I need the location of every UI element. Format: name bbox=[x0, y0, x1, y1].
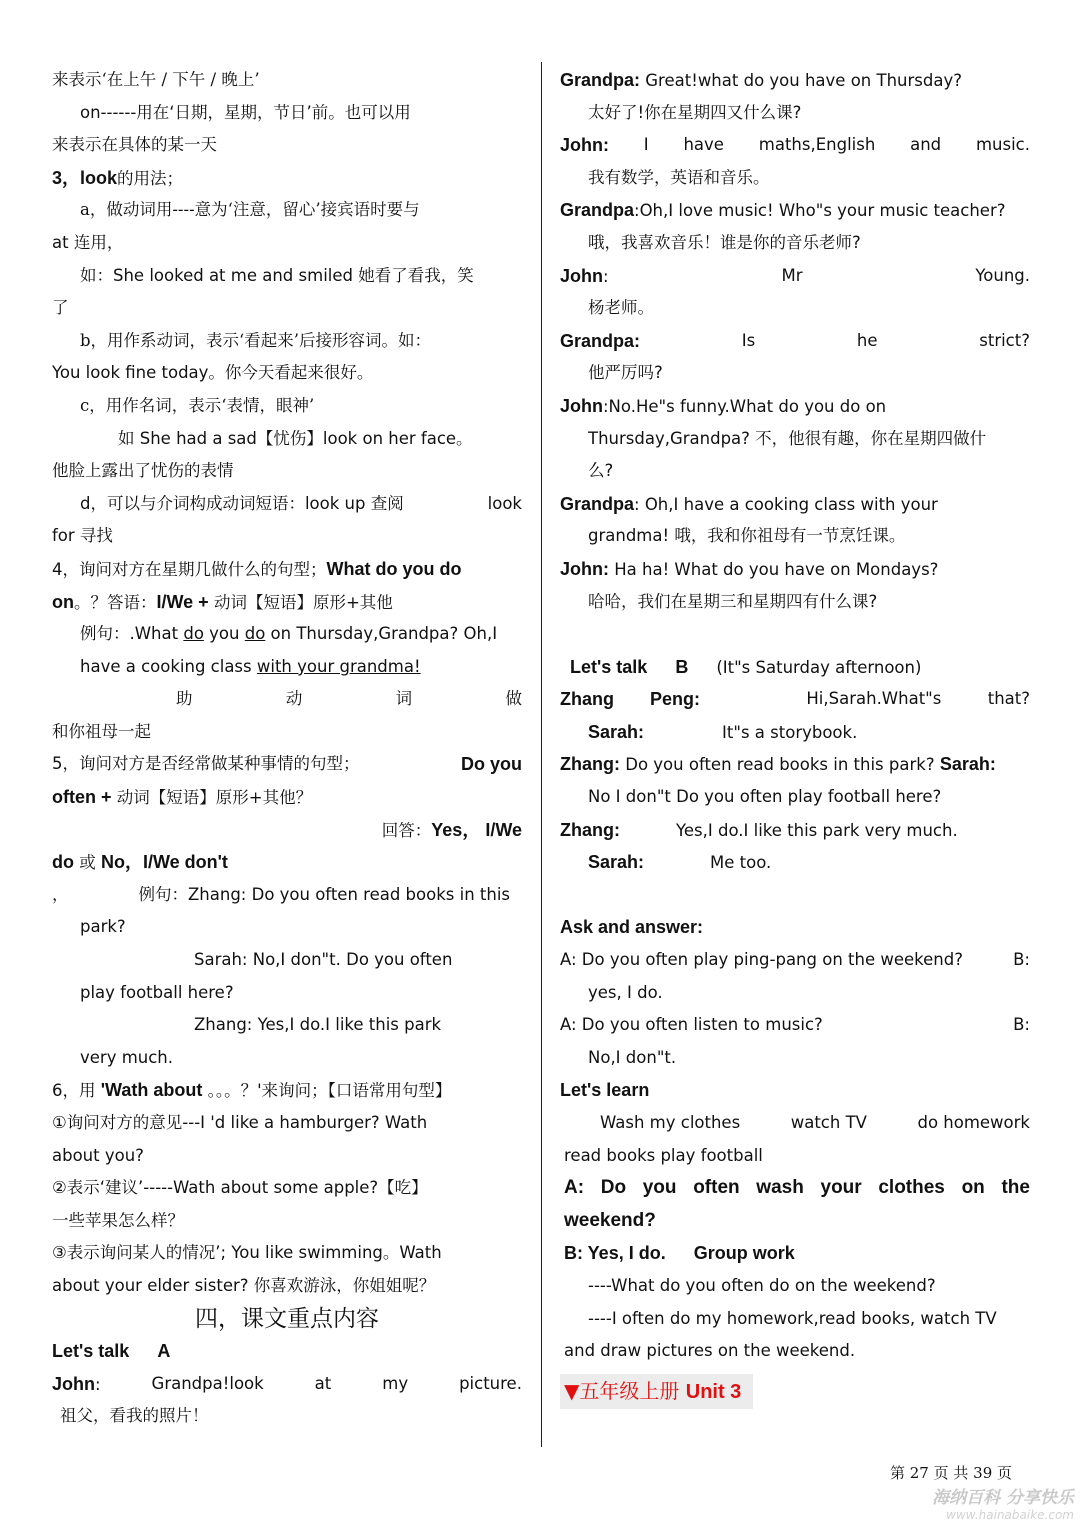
dialogue-line: John: Mr Young. bbox=[560, 265, 1030, 286]
dialogue-line: Zhang Peng: Hi,Sarah.What"s that? bbox=[560, 689, 1030, 710]
unit-tag-row bbox=[560, 1368, 1030, 1410]
dialogue-translation: 哈哈，我们在星期三和星期四有什么课? bbox=[588, 591, 878, 611]
text-line: on。？答语：I/We + 动词【短语】原形+其他 bbox=[52, 591, 393, 612]
example-line: Zhang: Yes,I do.I like this park bbox=[194, 1015, 442, 1035]
section-3-title: 3，look的用法； bbox=[52, 167, 184, 188]
qa-line: yes, I do. bbox=[588, 982, 663, 1002]
qa-line: A: Do you often play ping-pang on the weekend? B: bbox=[560, 950, 1030, 970]
dialogue-line: ----What do you often do on the weekend? bbox=[588, 1275, 936, 1295]
text-line: on------用在‘日期，星期，节日’前。也可以用 bbox=[80, 102, 411, 122]
dialogue-title: Let's talk A bbox=[52, 1341, 171, 1362]
example-line: play football here? bbox=[80, 982, 234, 1002]
sentence-line: weekend? bbox=[564, 1209, 656, 1231]
section-4-title: 4，询问对方在星期几做什么的句型；What do you do bbox=[52, 558, 462, 579]
dialogue-translation: 么? bbox=[588, 461, 614, 481]
text-line: 来表示在具体的某一天 bbox=[52, 135, 217, 155]
text-line: c，用作名词，表示‘表情，眼神’ bbox=[80, 395, 315, 415]
dialogue-line: Zhang: Yes,I do.I like this park very much. bbox=[560, 819, 958, 840]
text-line: about you? bbox=[52, 1145, 144, 1165]
lets-learn-title: Let's learn bbox=[560, 1080, 650, 1101]
dialogue-line: Sarah: Me too. bbox=[588, 852, 772, 873]
dialogue-line: John: I have maths,English and music. bbox=[560, 135, 1030, 156]
dialogue-translation: grandma! 哦，我和你祖母有一节烹饪课。 bbox=[588, 526, 906, 546]
qa-line: No,I don"t. bbox=[588, 1047, 677, 1067]
dialogue-translation: 祖父，看我的照片！ bbox=[60, 1406, 209, 1426]
section-6-title: 6，用 'Wath about 。。。？'来询问；【口语常用句型】 bbox=[52, 1080, 452, 1101]
dialogue-translation: Thursday,Grandpa? 不，他很有趣，你在星期四做什 bbox=[588, 428, 987, 448]
example-line: Sarah: No,I don"t. Do you often bbox=[194, 950, 453, 970]
text-line: ②表示‘建议’-----Wath about some apple?【吃】 bbox=[52, 1178, 428, 1198]
dialogue-translation: 我有数学，英语和音乐。 bbox=[588, 167, 770, 187]
ask-answer-title: Ask and answer: bbox=[560, 917, 704, 938]
text-line: 来表示‘在上午 / 下午 / 晚上’ bbox=[52, 70, 260, 89]
text-line: b，用作系动词，表示‘看起来’后接形容词。如： bbox=[80, 330, 432, 350]
dialogue-translation: 哦，我喜欢音乐！谁是你的音乐老师? bbox=[588, 232, 861, 252]
text-line: ③表示询问某人的情况’; You like swimming。Wath bbox=[52, 1243, 442, 1263]
dialogue-line: ----I often do my homework,read books, watch TV bbox=[588, 1308, 997, 1328]
text-line: for 寻找 bbox=[52, 526, 113, 546]
annotation-line: 助 动 词 做 bbox=[176, 689, 522, 709]
column-divider bbox=[541, 62, 542, 1447]
text-line: 如 She had a sad【忧伤】look on her face。 bbox=[118, 428, 473, 448]
dialogue-line: No I don"t Do you often play football here? bbox=[588, 787, 942, 807]
text-line: 他脸上露出了忧伤的表情 bbox=[52, 461, 234, 481]
example-line: park? bbox=[80, 917, 126, 937]
dialogue-translation: 太好了!你在星期四又什么课? bbox=[588, 102, 802, 122]
text-line: ①询问对方的意见---I 'd like a hamburger? Wath bbox=[52, 1113, 428, 1132]
dialogue-line: and draw pictures on the weekend. bbox=[564, 1341, 856, 1361]
text-line: 如：She looked at me and smiled 她看了看我，笑 bbox=[80, 265, 474, 285]
text-line: do 或 No，I/We don't bbox=[52, 852, 228, 873]
dialogue-line: John:No.He"s funny.What do you do on bbox=[560, 395, 887, 416]
dialogue-line: Zhang: Do you often read books in this park? Sarah: bbox=[560, 754, 996, 775]
dialogue-line: Grandpa: Great!what do you have on Thursday? bbox=[560, 70, 962, 90]
text-line: 了 bbox=[52, 298, 69, 318]
sentence-line: B: Yes, I do. Group work bbox=[564, 1243, 795, 1264]
text-line: 和你祖母一起 bbox=[52, 721, 151, 741]
dialogue-line: Grandpa: Is he strict? bbox=[560, 330, 1030, 351]
text-line: at 连用， bbox=[52, 232, 124, 252]
dialogue-title: Let's talk B (It"s Saturday afternoon) bbox=[570, 656, 922, 677]
text-line: You look fine today。你今天看起来很好。 bbox=[52, 363, 374, 383]
example-line: have a cooking class with your grandma! bbox=[80, 656, 421, 676]
example-line: ， 例句：Zhang: Do you often read books in this bbox=[52, 884, 511, 904]
text-line: 一些苹果怎么样？ bbox=[52, 1210, 184, 1230]
text-line: 回答：Yes， I/We bbox=[381, 819, 522, 840]
dialogue-line: Sarah: It"s a storybook. bbox=[588, 721, 858, 742]
text-line: often + 动词【短语】原形+其他？ bbox=[52, 787, 313, 808]
vocab-line: Wash my clothes watch TV do homework bbox=[600, 1113, 1030, 1132]
qa-line: A: Do you often listen to music? B: bbox=[560, 1015, 1030, 1035]
unit-tag: ▼五年级上册 Unit 3 bbox=[560, 1374, 753, 1409]
dialogue-line: Grandpa: Oh,I have a cooking class with your bbox=[560, 493, 938, 514]
section-5-title: 5，询问对方是否经常做某种事情的句型； Do you bbox=[52, 754, 522, 775]
section-heading: 四，课文重点内容 bbox=[195, 1305, 379, 1332]
text-line: about your elder sister? 你喜欢游泳，你姐姐呢？ bbox=[52, 1275, 436, 1295]
example-line: 例句：.What do you do on Thursday,Grandpa? Oh,I bbox=[80, 624, 498, 644]
page-number: 第 27 页 共 39 页 bbox=[890, 1464, 1013, 1482]
dialogue-translation: 他严厉吗? bbox=[588, 363, 663, 383]
dialogue-line: Grandpa:Oh,I love music! Who"s your music teacher? bbox=[560, 200, 1006, 221]
sentence-line: A: Do you often wash your clothes on the bbox=[564, 1177, 1030, 1199]
left-column bbox=[52, 64, 522, 1433]
dialogue-line: John: Ha ha! What do you have on Mondays? bbox=[560, 558, 939, 579]
dialogue-translation: 杨老师。 bbox=[588, 298, 654, 318]
example-line: very much. bbox=[80, 1047, 174, 1067]
watermark: 海纳百科 分享快乐 www.hainabaike.com bbox=[932, 1488, 1074, 1522]
dialogue-line: John: Grandpa!look at my picture. bbox=[52, 1373, 522, 1394]
text-line: a，做动词用----意为‘注意，留心’接宾语时要与 bbox=[80, 200, 420, 220]
right-column bbox=[560, 64, 1030, 1409]
vocab-line: read books play football bbox=[564, 1145, 763, 1165]
triangle-down-icon: ▼ bbox=[564, 1378, 580, 1403]
text-line: d，可以与介词构成动词短语：look up 查阅 look bbox=[80, 493, 522, 513]
